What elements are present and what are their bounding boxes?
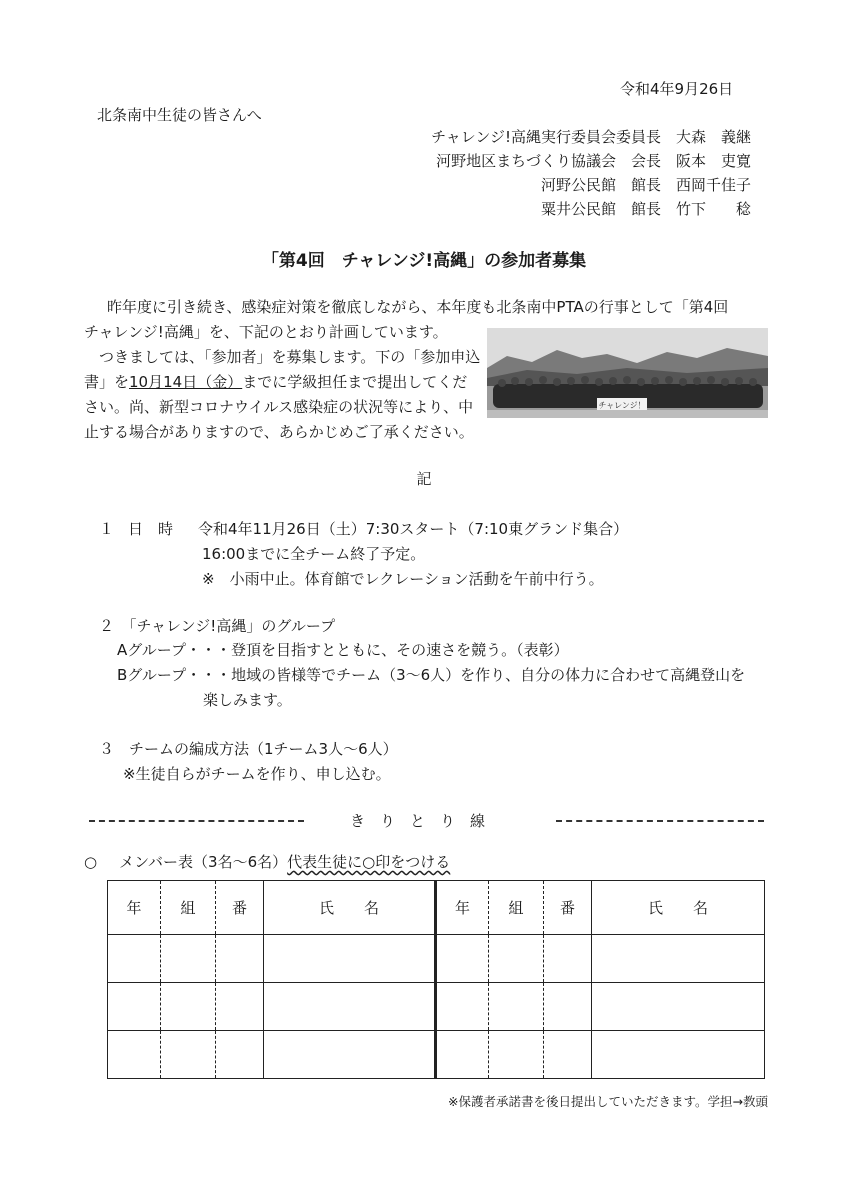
member-table xyxy=(107,880,765,1079)
intro-line-3: つきましては、「参加者」を募集します。下の「参加申込 xyxy=(99,348,481,366)
cell-year[interactable] xyxy=(108,1031,161,1079)
intro-line-4-end: までに学級担任まで提出してくだ xyxy=(242,373,468,391)
cutline-label: き り と り 線 xyxy=(350,812,486,830)
cell-number-2[interactable] xyxy=(544,983,592,1031)
notice-heading: 記 xyxy=(416,470,432,488)
cell-number-2[interactable] xyxy=(544,935,592,983)
col-header-year-2: 年 xyxy=(436,881,489,935)
item2-heading: ２ 「チャレンジ!高縄」のグループ xyxy=(99,617,336,635)
col-header-name-2: 氏 名 xyxy=(592,881,765,935)
group-b-text-2: 楽しみます。 xyxy=(203,691,292,709)
cell-name-2[interactable] xyxy=(592,983,765,1031)
col-header-number: 番 xyxy=(216,881,264,935)
col-header-number-2: 番 xyxy=(544,881,592,935)
cell-number[interactable] xyxy=(216,935,264,983)
cell-class[interactable] xyxy=(161,935,216,983)
table-row xyxy=(108,983,765,1031)
item1-rain-note: ※ 小雨中止。体育館でレクレーション活動を午前中行う。 xyxy=(202,570,604,588)
col-header-name: 氏 名 xyxy=(264,881,436,935)
intro-line-5: さい。尚、新型コロナウイルス感染症の状況等により、中 xyxy=(84,398,474,416)
table-row xyxy=(108,1031,765,1079)
cell-name[interactable] xyxy=(264,1031,436,1079)
group-photo xyxy=(487,328,768,418)
item1-label: 日 時 xyxy=(128,520,174,538)
item1-number: １ xyxy=(99,520,115,538)
cell-year-2[interactable] xyxy=(436,935,489,983)
cell-class[interactable] xyxy=(161,1031,216,1079)
intro-line-4 xyxy=(84,370,467,395)
document-date: 令和4年9月26日 xyxy=(620,80,734,98)
sender-line-1: チャレンジ!高縄実行委員会委員長 大森 義継 xyxy=(431,128,751,146)
table-row xyxy=(108,935,765,983)
item1-datetime: 令和4年11月26日（土）7:30スタート（7:10東グランド集合） xyxy=(198,520,629,538)
cutline-dash-right xyxy=(556,820,764,822)
cell-number[interactable] xyxy=(216,1031,264,1079)
item1-end-time: 16:00までに全チーム終了予定。 xyxy=(202,545,426,563)
form-label-instruction: 代表生徒に○印をつける xyxy=(287,853,451,871)
form-label xyxy=(84,851,450,872)
sender-line-4: 粟井公民館 館長 竹下 稔 xyxy=(540,200,751,218)
cell-year-2[interactable] xyxy=(436,983,489,1031)
col-header-year: 年 xyxy=(108,881,161,935)
group-a-text: Aグループ・・・登頂を目指すとともに、その速さを競う。（表彰） xyxy=(117,641,569,659)
cell-year-2[interactable] xyxy=(436,1031,489,1079)
footnote: ※保護者承諾書を後日提出していただきます。学担→教頭 xyxy=(448,1094,768,1109)
deadline-date: 10月14日（金） xyxy=(129,373,243,391)
cell-name-2[interactable] xyxy=(592,935,765,983)
col-header-class-2: 組 xyxy=(489,881,544,935)
photo-banner-text: チャレンジ！ xyxy=(598,401,646,410)
addressee: 北条南中生徒の皆さんへ xyxy=(97,106,262,124)
intro-line-4-start: 書」を xyxy=(84,373,130,391)
cell-number[interactable] xyxy=(216,983,264,1031)
cell-year[interactable] xyxy=(108,935,161,983)
cutline-dash-left xyxy=(89,820,304,822)
table-header-row xyxy=(108,881,765,935)
sender-line-3: 河野公民館 館長 西岡千佳子 xyxy=(540,176,751,194)
cell-name[interactable] xyxy=(264,935,436,983)
intro-line-2: チャレンジ!高縄」を、下記のとおり計画しています。 xyxy=(84,323,448,341)
cell-name[interactable] xyxy=(264,983,436,1031)
cell-year[interactable] xyxy=(108,983,161,1031)
circle-mark-icon: ○ xyxy=(84,853,98,871)
cell-class-2[interactable] xyxy=(489,983,544,1031)
form-label-prefix: メンバー表（3名～6名） xyxy=(119,853,288,871)
intro-line-1: 昨年度に引き続き、感染症対策を徹底しながら、本年度も北条南中PTAの行事として「第4回 xyxy=(107,298,729,316)
col-header-class: 組 xyxy=(161,881,216,935)
intro-line-6: 止する場合がありますので、あらかじめご了承ください。 xyxy=(84,423,474,441)
cell-class-2[interactable] xyxy=(489,1031,544,1079)
cell-number-2[interactable] xyxy=(544,1031,592,1079)
item3-heading: ３ チームの編成方法（1チーム3人～6人） xyxy=(99,740,398,758)
cell-class-2[interactable] xyxy=(489,935,544,983)
cell-class[interactable] xyxy=(161,983,216,1031)
document-title: 「第4回 チャレンジ!高縄」の参加者募集 xyxy=(261,251,587,271)
group-b-text-1: Bグループ・・・地域の皆様等でチーム（3～6人）を作り、自分の体力に合わせて高縄登山を xyxy=(117,666,746,684)
item3-note: ※生徒自らがチームを作り、申し込む。 xyxy=(123,765,391,783)
cell-name-2[interactable] xyxy=(592,1031,765,1079)
sender-line-2: 河野地区まちづくり協議会 会長 阪本 吏寛 xyxy=(436,152,751,170)
